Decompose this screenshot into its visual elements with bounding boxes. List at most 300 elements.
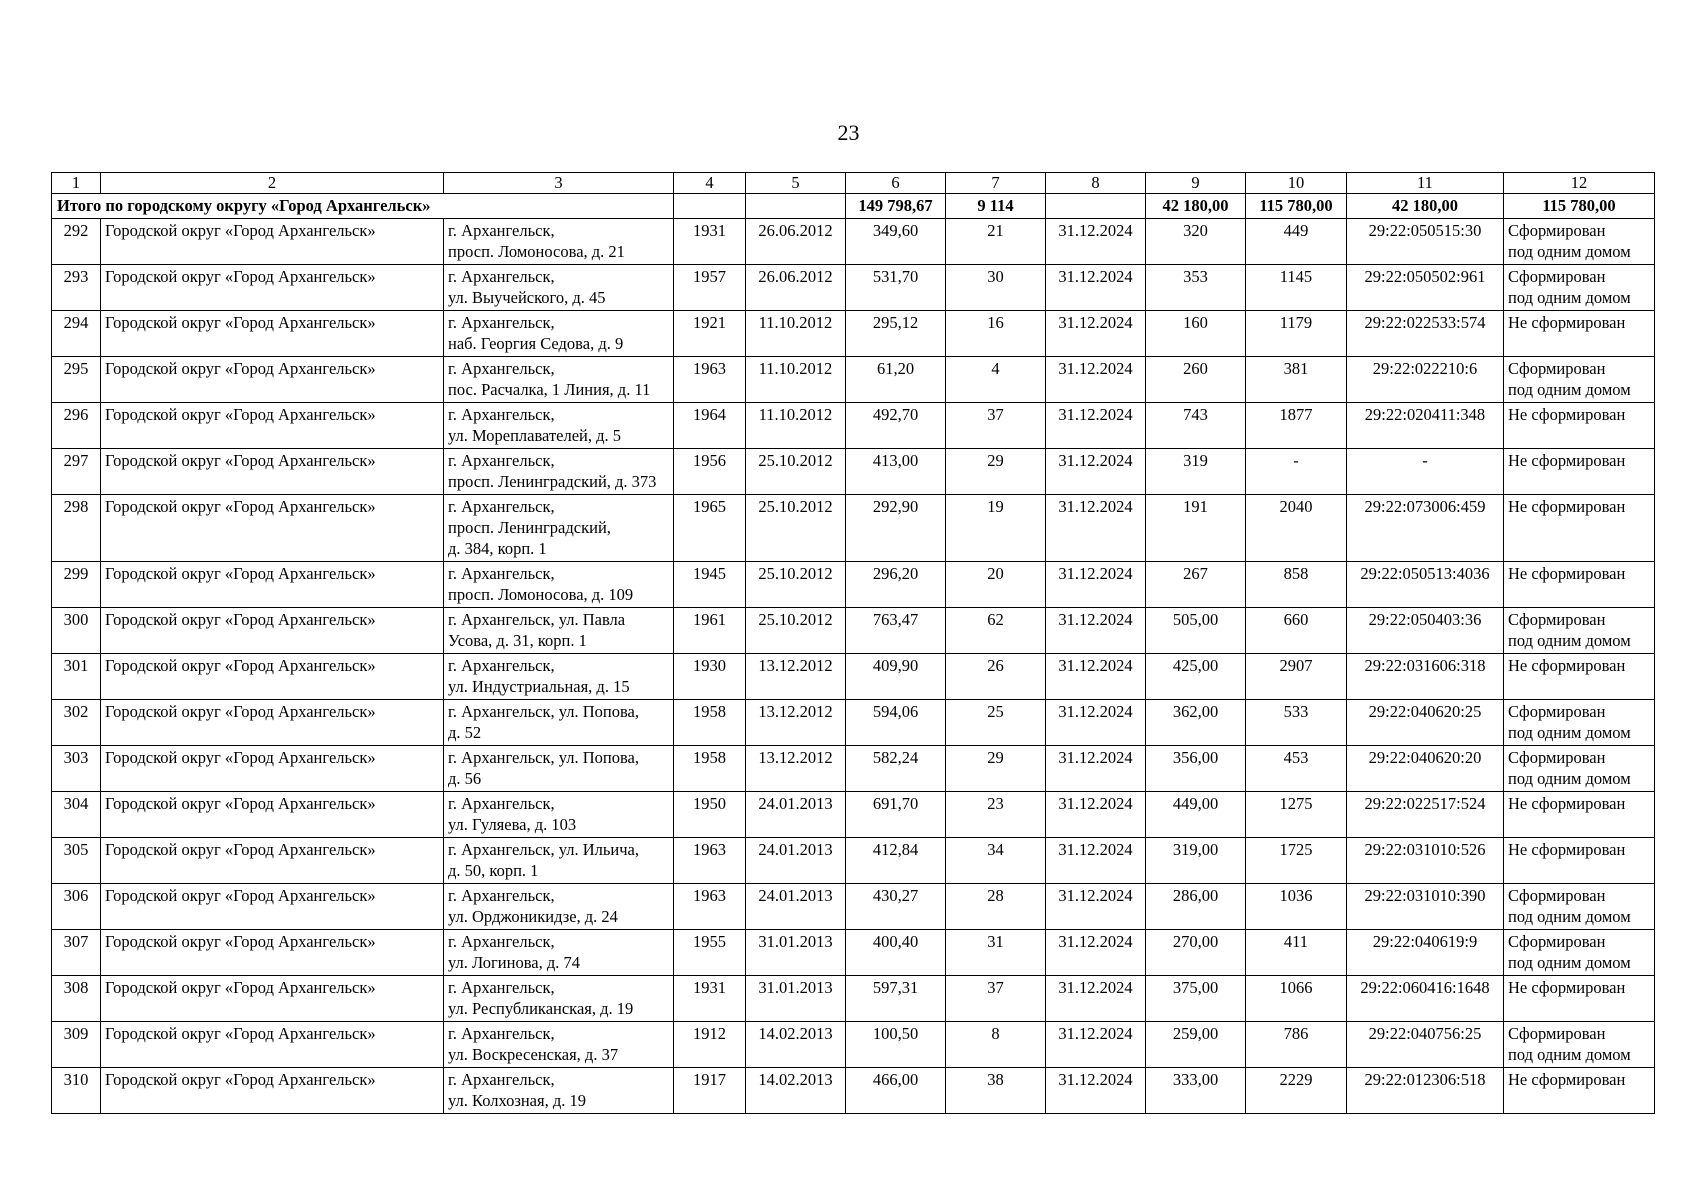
table-row <box>52 1068 1655 1114</box>
municipality: Городской округ «Город Архангельск» <box>101 449 444 495</box>
area: 61,20 <box>846 357 946 403</box>
build-year: 1921 <box>674 311 746 357</box>
address-line: ул. Гуляева, д. 103 <box>448 815 577 834</box>
col9-value: 270,00 <box>1146 930 1246 976</box>
table-row <box>52 700 1655 746</box>
address-line: г. Архангельск, <box>448 978 555 997</box>
residents: 62 <box>946 608 1046 654</box>
column-number: 6 <box>846 173 946 194</box>
col9-value: 333,00 <box>1146 1068 1246 1114</box>
address <box>444 700 674 746</box>
total-col10: 115 780,00 <box>1246 194 1347 219</box>
col9-value: 353 <box>1146 265 1246 311</box>
address-line: пос. Расчалка, 1 Линия, д. 11 <box>448 380 651 399</box>
col9-value: 319 <box>1146 449 1246 495</box>
residents: 38 <box>946 1068 1046 1114</box>
column-number: 1 <box>52 173 101 194</box>
table-row <box>52 495 1655 562</box>
col9-value: 319,00 <box>1146 838 1246 884</box>
land-status-line: Сформирован <box>1508 886 1606 905</box>
land-status-line: под одним домом <box>1508 1045 1631 1064</box>
row-number: 305 <box>52 838 101 884</box>
area: 349,60 <box>846 219 946 265</box>
resettlement-deadline: 31.12.2024 <box>1046 654 1146 700</box>
residents: 37 <box>946 976 1046 1022</box>
build-year: 1955 <box>674 930 746 976</box>
total-col9: 42 180,00 <box>1146 194 1246 219</box>
row-number: 310 <box>52 1068 101 1114</box>
address-line: г. Архангельск, ул. Попова, <box>448 748 640 767</box>
land-status-line: Не сформирован <box>1508 1070 1626 1089</box>
resettlement-deadline: 31.12.2024 <box>1046 1068 1146 1114</box>
build-year: 1961 <box>674 608 746 654</box>
land-status-line: Не сформирован <box>1508 451 1626 470</box>
area: 466,00 <box>846 1068 946 1114</box>
address <box>444 654 674 700</box>
row-number: 300 <box>52 608 101 654</box>
build-year: 1964 <box>674 403 746 449</box>
address <box>444 838 674 884</box>
municipality: Городской округ «Город Архангельск» <box>101 1068 444 1114</box>
build-year: 1963 <box>674 838 746 884</box>
page-number: 23 <box>837 120 860 145</box>
col9-value: 362,00 <box>1146 700 1246 746</box>
land-status-line: Сформирован <box>1508 610 1606 629</box>
land-status-line: Сформирован <box>1508 1024 1606 1043</box>
cadastral-number: 29:22:020411:348 <box>1347 403 1504 449</box>
table-row <box>52 792 1655 838</box>
resettlement-deadline: 31.12.2024 <box>1046 219 1146 265</box>
col10-value: 1725 <box>1246 838 1347 884</box>
land-status <box>1504 700 1655 746</box>
municipality: Городской округ «Город Архангельск» <box>101 700 444 746</box>
col9-value: 260 <box>1146 357 1246 403</box>
address-line: ул. Индустриальная, д. 15 <box>448 677 630 696</box>
area: 531,70 <box>846 265 946 311</box>
recognition-date: 24.01.2013 <box>746 792 846 838</box>
col9-value: 375,00 <box>1146 976 1246 1022</box>
area: 100,50 <box>846 1022 946 1068</box>
area: 763,47 <box>846 608 946 654</box>
address <box>444 403 674 449</box>
address-line: г. Архангельск, <box>448 405 555 424</box>
row-number: 303 <box>52 746 101 792</box>
table-row <box>52 930 1655 976</box>
land-status-line: под одним домом <box>1508 953 1631 972</box>
total-col12: 115 780,00 <box>1504 194 1655 219</box>
build-year: 1965 <box>674 495 746 562</box>
total-area: 149 798,67 <box>846 194 946 219</box>
address-line: просп. Ломоносова, д. 21 <box>448 242 625 261</box>
cadastral-number: 29:22:040756:25 <box>1347 1022 1504 1068</box>
cadastral-number: 29:22:050403:36 <box>1347 608 1504 654</box>
land-status-line: Сформирован <box>1508 932 1606 951</box>
col10-value: 453 <box>1246 746 1347 792</box>
recognition-date: 31.01.2013 <box>746 976 846 1022</box>
cadastral-number: 29:22:031010:390 <box>1347 884 1504 930</box>
resettlement-deadline: 31.12.2024 <box>1046 562 1146 608</box>
table-row <box>52 1022 1655 1068</box>
cadastral-number: 29:22:073006:459 <box>1347 495 1504 562</box>
build-year: 1957 <box>674 265 746 311</box>
address <box>444 1022 674 1068</box>
address <box>444 265 674 311</box>
land-status-line: Не сформирован <box>1508 656 1626 675</box>
address <box>444 976 674 1022</box>
municipality: Городской округ «Город Архангельск» <box>101 495 444 562</box>
cadastral-number: 29:22:031606:318 <box>1347 654 1504 700</box>
resettlement-deadline: 31.12.2024 <box>1046 838 1146 884</box>
col9-value: 505,00 <box>1146 608 1246 654</box>
address <box>444 792 674 838</box>
row-number: 299 <box>52 562 101 608</box>
municipality: Городской округ «Город Архангельск» <box>101 562 444 608</box>
address-line: г. Архангельск, <box>448 451 555 470</box>
residents: 29 <box>946 449 1046 495</box>
table-row <box>52 311 1655 357</box>
municipality: Городской округ «Город Архангельск» <box>101 265 444 311</box>
area: 296,20 <box>846 562 946 608</box>
land-status <box>1504 930 1655 976</box>
municipality: Городской округ «Город Архангельск» <box>101 608 444 654</box>
row-number: 308 <box>52 976 101 1022</box>
col9-value: 191 <box>1146 495 1246 562</box>
row-number: 309 <box>52 1022 101 1068</box>
cadastral-number: 29:22:012306:518 <box>1347 1068 1504 1114</box>
address <box>444 449 674 495</box>
recognition-date: 25.10.2012 <box>746 449 846 495</box>
area: 295,12 <box>846 311 946 357</box>
col9-value: 449,00 <box>1146 792 1246 838</box>
residents: 30 <box>946 265 1046 311</box>
table-row <box>52 976 1655 1022</box>
table-row <box>52 219 1655 265</box>
col10-value: 1877 <box>1246 403 1347 449</box>
land-status <box>1504 746 1655 792</box>
col10-value: 2229 <box>1246 1068 1347 1114</box>
municipality: Городской округ «Город Архангельск» <box>101 357 444 403</box>
col9-value: 267 <box>1146 562 1246 608</box>
residents: 23 <box>946 792 1046 838</box>
address-line: г. Архангельск, ул. Попова, <box>448 702 640 721</box>
address-line: д. 384, корп. 1 <box>448 539 547 558</box>
address-line: г. Архангельск, <box>448 359 555 378</box>
area: 492,70 <box>846 403 946 449</box>
recognition-date: 11.10.2012 <box>746 311 846 357</box>
column-number: 11 <box>1347 173 1504 194</box>
row-number: 297 <box>52 449 101 495</box>
address-line: ул. Колхозная, д. 19 <box>448 1091 586 1110</box>
build-year: 1950 <box>674 792 746 838</box>
col10-value: 2907 <box>1246 654 1347 700</box>
recognition-date: 24.01.2013 <box>746 884 846 930</box>
address-line: д. 52 <box>448 723 482 742</box>
recognition-date: 13.12.2012 <box>746 746 846 792</box>
row-number: 296 <box>52 403 101 449</box>
municipality: Городской округ «Город Архангельск» <box>101 792 444 838</box>
build-year: 1917 <box>674 1068 746 1114</box>
recognition-date: 11.10.2012 <box>746 403 846 449</box>
row-number: 304 <box>52 792 101 838</box>
table-row <box>52 838 1655 884</box>
address <box>444 608 674 654</box>
residents: 8 <box>946 1022 1046 1068</box>
residents: 26 <box>946 654 1046 700</box>
table-row <box>52 884 1655 930</box>
address-line: просп. Ломоносова, д. 109 <box>448 585 634 604</box>
cadastral-number: 29:22:050515:30 <box>1347 219 1504 265</box>
residents: 4 <box>946 357 1046 403</box>
col9-value: 425,00 <box>1146 654 1246 700</box>
resettlement-deadline: 31.12.2024 <box>1046 976 1146 1022</box>
column-number-row <box>52 173 1655 194</box>
address-line: г. Архангельск, <box>448 267 555 286</box>
row-number: 307 <box>52 930 101 976</box>
area: 412,84 <box>846 838 946 884</box>
land-status-line: Сформирован <box>1508 267 1606 286</box>
land-status-line: Не сформирован <box>1508 564 1626 583</box>
municipality: Городской округ «Город Архангельск» <box>101 884 444 930</box>
area: 597,31 <box>846 976 946 1022</box>
address-line: ул. Воскресенская, д. 37 <box>448 1045 619 1064</box>
row-number: 306 <box>52 884 101 930</box>
area: 409,90 <box>846 654 946 700</box>
col10-value: 1036 <box>1246 884 1347 930</box>
resettlement-deadline: 31.12.2024 <box>1046 930 1146 976</box>
address-line: просп. Ленинградский, <box>448 518 611 537</box>
land-status-line: Не сформирован <box>1508 978 1626 997</box>
build-year: 1958 <box>674 746 746 792</box>
land-status <box>1504 792 1655 838</box>
address <box>444 219 674 265</box>
cadastral-number: 29:22:022533:574 <box>1347 311 1504 357</box>
address <box>444 884 674 930</box>
area: 582,24 <box>846 746 946 792</box>
municipality: Городской округ «Город Архангельск» <box>101 976 444 1022</box>
row-number: 292 <box>52 219 101 265</box>
build-year: 1931 <box>674 219 746 265</box>
col10-value: 858 <box>1246 562 1347 608</box>
address-line: г. Архангельск, <box>448 1070 555 1089</box>
col9-value: 259,00 <box>1146 1022 1246 1068</box>
residents: 19 <box>946 495 1046 562</box>
land-status <box>1504 976 1655 1022</box>
build-year: 1958 <box>674 700 746 746</box>
total-people: 9 114 <box>946 194 1046 219</box>
land-status <box>1504 1068 1655 1114</box>
land-status-line: под одним домом <box>1508 242 1631 261</box>
cadastral-number: 29:22:022210:6 <box>1347 357 1504 403</box>
resettlement-deadline: 31.12.2024 <box>1046 265 1146 311</box>
municipality: Городской округ «Город Архангельск» <box>101 1022 444 1068</box>
land-status <box>1504 495 1655 562</box>
resettlement-deadline: 31.12.2024 <box>1046 700 1146 746</box>
col10-value: 449 <box>1246 219 1347 265</box>
address-line: ул. Логинова, д. 74 <box>448 953 581 972</box>
address-line: г. Архангельск, <box>448 1024 555 1043</box>
build-year: 1963 <box>674 357 746 403</box>
build-year: 1956 <box>674 449 746 495</box>
col10-value: 1066 <box>1246 976 1347 1022</box>
land-status <box>1504 838 1655 884</box>
area: 594,06 <box>846 700 946 746</box>
cadastral-number: 29:22:040620:25 <box>1347 700 1504 746</box>
residents: 25 <box>946 700 1046 746</box>
land-status <box>1504 357 1655 403</box>
table-body <box>52 219 1655 1114</box>
column-number: 4 <box>674 173 746 194</box>
col10-value: 786 <box>1246 1022 1347 1068</box>
land-status <box>1504 884 1655 930</box>
residents: 21 <box>946 219 1046 265</box>
col10-value: 2040 <box>1246 495 1347 562</box>
area: 400,40 <box>846 930 946 976</box>
address <box>444 930 674 976</box>
row-number: 294 <box>52 311 101 357</box>
land-status-line: под одним домом <box>1508 288 1631 307</box>
resettlement-deadline: 31.12.2024 <box>1046 311 1146 357</box>
cadastral-number: 29:22:050502:961 <box>1347 265 1504 311</box>
table-row <box>52 608 1655 654</box>
address-line: д. 56 <box>448 769 482 788</box>
address-line: г. Архангельск, ул. Павла <box>448 610 626 629</box>
recognition-date: 13.12.2012 <box>746 700 846 746</box>
land-status <box>1504 449 1655 495</box>
col9-value: 160 <box>1146 311 1246 357</box>
residents: 31 <box>946 930 1046 976</box>
land-status-line: под одним домом <box>1508 907 1631 926</box>
resettlement-deadline: 31.12.2024 <box>1046 403 1146 449</box>
address <box>444 311 674 357</box>
total-row <box>52 194 1655 219</box>
address <box>444 495 674 562</box>
residents: 34 <box>946 838 1046 884</box>
resettlement-deadline: 31.12.2024 <box>1046 746 1146 792</box>
col9-value: 356,00 <box>1146 746 1246 792</box>
address-line: г. Архангельск, <box>448 932 555 951</box>
residents: 20 <box>946 562 1046 608</box>
land-status <box>1504 608 1655 654</box>
land-status-line: Сформирован <box>1508 359 1606 378</box>
build-year: 1945 <box>674 562 746 608</box>
column-number: 8 <box>1046 173 1146 194</box>
col9-value: 286,00 <box>1146 884 1246 930</box>
address-line: ул. Мореплавателей, д. 5 <box>448 426 622 445</box>
municipality: Городской округ «Город Архангельск» <box>101 403 444 449</box>
recognition-date: 26.06.2012 <box>746 265 846 311</box>
total-label: Итого по городскому округу «Город Архангельск» <box>52 194 674 219</box>
total-col11: 42 180,00 <box>1347 194 1504 219</box>
cadastral-number: 29:22:040620:20 <box>1347 746 1504 792</box>
area: 691,70 <box>846 792 946 838</box>
address-line: просп. Ленинградский, д. 373 <box>448 472 657 491</box>
recognition-date: 26.06.2012 <box>746 219 846 265</box>
recognition-date: 13.12.2012 <box>746 654 846 700</box>
cadastral-number: 29:22:040619:9 <box>1347 930 1504 976</box>
build-year: 1930 <box>674 654 746 700</box>
recognition-date: 31.01.2013 <box>746 930 846 976</box>
total-cell <box>746 194 846 219</box>
col9-value: 320 <box>1146 219 1246 265</box>
row-number: 295 <box>52 357 101 403</box>
col9-value: 743 <box>1146 403 1246 449</box>
resettlement-deadline: 31.12.2024 <box>1046 495 1146 562</box>
address-line: г. Архангельск, <box>448 656 555 675</box>
recognition-date: 14.02.2013 <box>746 1068 846 1114</box>
total-cell <box>1046 194 1146 219</box>
address <box>444 562 674 608</box>
residents: 37 <box>946 403 1046 449</box>
address-line: г. Архангельск, <box>448 497 555 516</box>
area: 430,27 <box>846 884 946 930</box>
residents: 29 <box>946 746 1046 792</box>
table-row <box>52 746 1655 792</box>
col10-value: 533 <box>1246 700 1347 746</box>
resettlement-deadline: 31.12.2024 <box>1046 608 1146 654</box>
row-number: 298 <box>52 495 101 562</box>
address-line: д. 50, корп. 1 <box>448 861 539 880</box>
resettlement-deadline: 31.12.2024 <box>1046 1022 1146 1068</box>
land-status-line: Не сформирован <box>1508 840 1626 859</box>
column-number: 12 <box>1504 173 1655 194</box>
municipality: Городской округ «Город Архангельск» <box>101 838 444 884</box>
address-line: г. Архангельск, ул. Ильича, <box>448 840 639 859</box>
address-line: ул. Орджоникидзе, д. 24 <box>448 907 618 926</box>
column-number: 9 <box>1146 173 1246 194</box>
address-line: г. Архангельск, <box>448 794 555 813</box>
land-status <box>1504 311 1655 357</box>
total-cell <box>674 194 746 219</box>
address-line: г. Архангельск, <box>448 886 555 905</box>
recognition-date: 24.01.2013 <box>746 838 846 884</box>
recognition-date: 14.02.2013 <box>746 1022 846 1068</box>
address-line: г. Архангельск, <box>448 221 555 240</box>
col10-value: 660 <box>1246 608 1347 654</box>
municipality: Городской округ «Город Архангельск» <box>101 311 444 357</box>
column-number: 10 <box>1246 173 1347 194</box>
col10-value: 1145 <box>1246 265 1347 311</box>
col10-value: 1275 <box>1246 792 1347 838</box>
address <box>444 1068 674 1114</box>
cadastral-number: 29:22:050513:4036 <box>1347 562 1504 608</box>
residents: 16 <box>946 311 1046 357</box>
cadastral-number: - <box>1347 449 1504 495</box>
resettlement-deadline: 31.12.2024 <box>1046 357 1146 403</box>
land-status <box>1504 1022 1655 1068</box>
address-line: наб. Георгия Седова, д. 9 <box>448 334 624 353</box>
column-number: 5 <box>746 173 846 194</box>
municipality: Городской округ «Город Архангельск» <box>101 654 444 700</box>
cadastral-number: 29:22:031010:526 <box>1347 838 1504 884</box>
land-status-line: Не сформирован <box>1508 794 1626 813</box>
address <box>444 746 674 792</box>
land-status-line: Сформирован <box>1508 748 1606 767</box>
land-status-line: Не сформирован <box>1508 497 1626 516</box>
land-status-line: Сформирован <box>1508 702 1606 721</box>
address-line: г. Архангельск, <box>448 564 555 583</box>
land-status <box>1504 403 1655 449</box>
resettlement-deadline: 31.12.2024 <box>1046 884 1146 930</box>
recognition-date: 25.10.2012 <box>746 562 846 608</box>
address-line: Усова, д. 31, корп. 1 <box>448 631 587 650</box>
municipality: Городской округ «Город Архангельск» <box>101 219 444 265</box>
land-status-line: Не сформирован <box>1508 313 1626 332</box>
recognition-date: 25.10.2012 <box>746 608 846 654</box>
recognition-date: 25.10.2012 <box>746 495 846 562</box>
col10-value: 411 <box>1246 930 1347 976</box>
col10-value: 1179 <box>1246 311 1347 357</box>
land-status <box>1504 654 1655 700</box>
